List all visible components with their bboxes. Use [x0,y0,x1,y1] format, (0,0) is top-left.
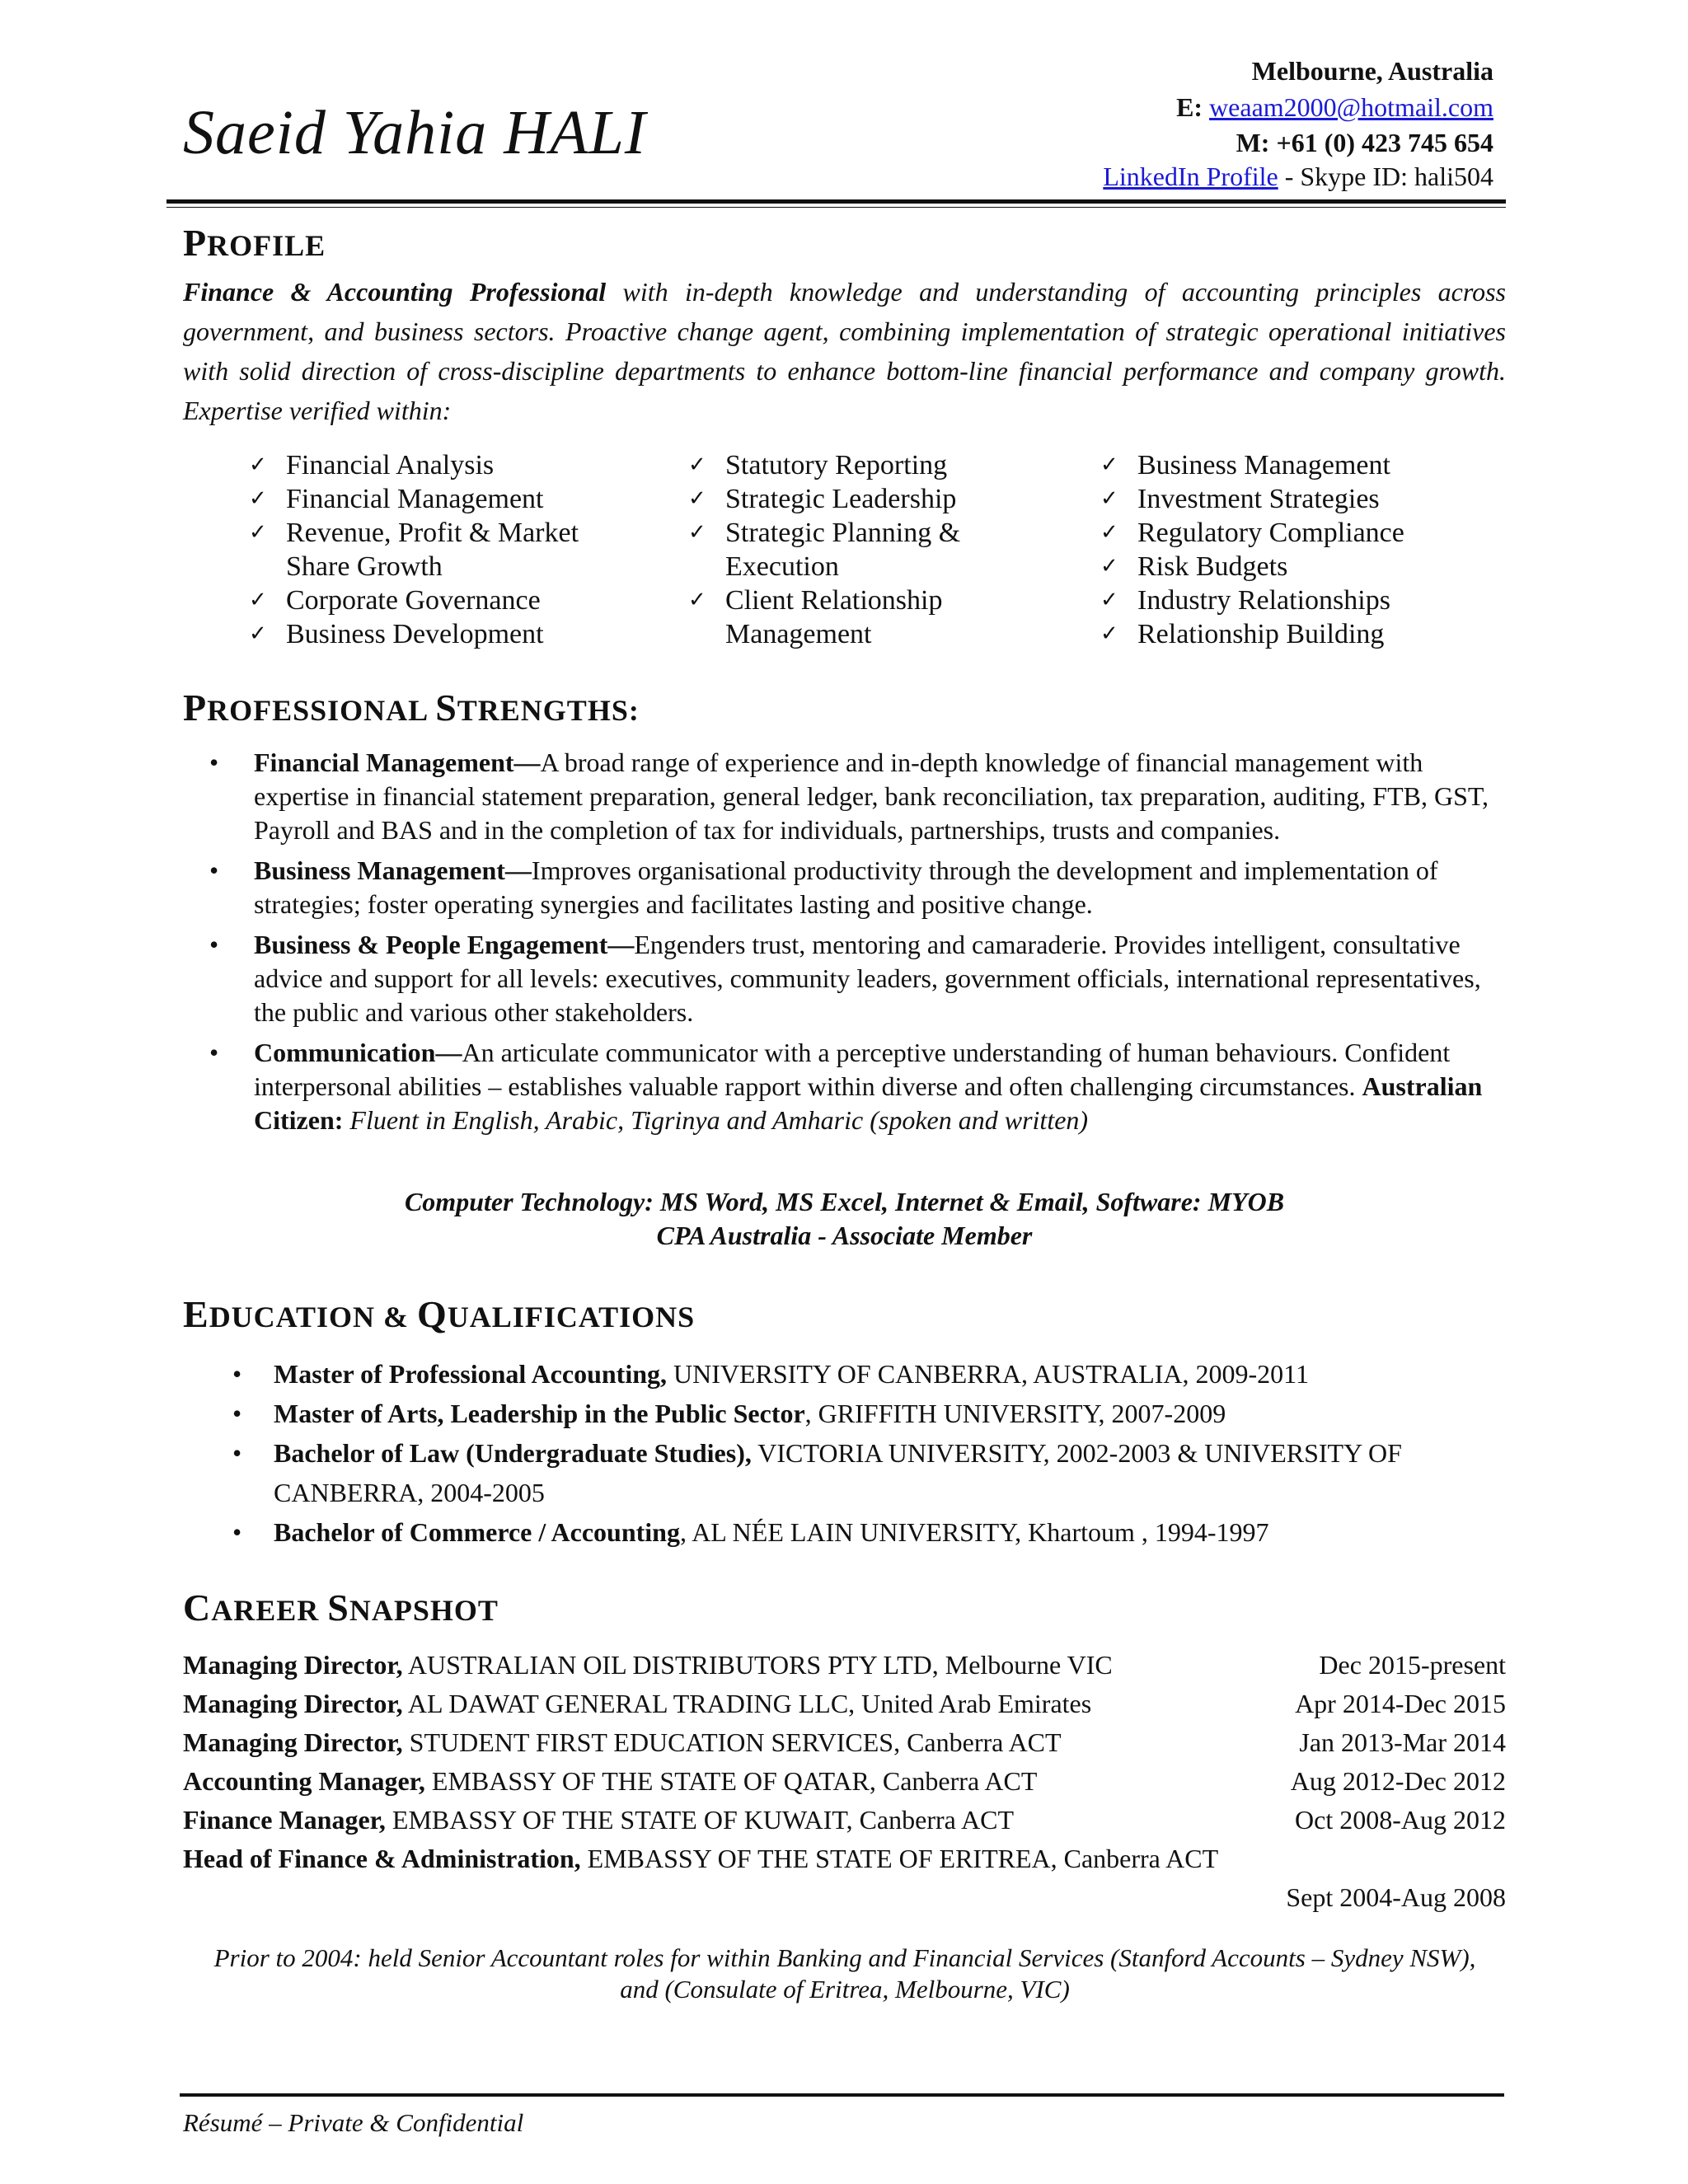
footer-divider [180,2093,1504,2097]
career-dates: Dec 2015-present [1319,1650,1506,1680]
expertise-item: ✓ Financial Management [249,482,620,516]
expertise-item: ✓ Statutory Reporting [688,448,1059,482]
expertise-item: ✓ Relationship Building [1100,617,1504,651]
career-row: Managing Director, AL DAWAT GENERAL TRADING LLC, United Arab Emirates Apr 2014-Dec 2015 [183,1685,1506,1723]
footer-text: Résumé – Private & Confidential [183,2108,524,2137]
career-row: Accounting Manager, EMBASSY OF THE STATE OF QATAR, Canberra ACT Aug 2012-Dec 2012 [183,1762,1506,1801]
expertise-item: ✓ Investment Strategies [1100,482,1504,516]
expertise-column-2 [688,448,1059,651]
education-item: • Master of Arts, Leadership in the Public Sector, GRIFFITH UNIVERSITY, 2007-2009 [232,1394,1506,1433]
career-heading: CAREER SNAPSHOT [183,1586,499,1629]
career-list [183,1646,1506,1917]
strength-item: • Financial Management—A broad range of experience and in-depth knowledge of financial management with expertise in financial statement preparation, general ledger, bank reconciliation, tax preparation, auditing, FTB, GST, Payroll and BAS and in the completion of tax for individuals, partnerships, trusts and companies. [206,746,1504,847]
career-dates: Oct 2008-Aug 2012 [1295,1805,1506,1835]
contact-links-line [1103,162,1493,192]
strengths-list [206,746,1504,1144]
linkedin-link[interactable]: LinkedIn Profile [1103,162,1278,191]
education-item: • Master of Professional Accounting, UNIVERSITY OF CANBERRA, AUSTRALIA, 2009-2011 [232,1354,1506,1394]
career-dates: Jan 2013-Mar 2014 [1299,1727,1506,1757]
profile-heading: PROFILE [183,222,326,264]
email-label: E: [1176,92,1203,122]
contact-email-line [1176,92,1493,123]
contact-mobile: M: +61 (0) 423 745 654 [1236,128,1493,157]
header-divider [166,199,1506,208]
strength-item: • Communication—An articulate communicator with a perceptive understanding of human behaviours. Confident interpersonal abilities – establishes valuable rapport within diverse and often challenging circumstances. Australian Citizen: Fluent in English, Arabic, Tigrinya and Amharic (spoken and written) [206,1036,1504,1137]
education-item: • Bachelor of Law (Undergraduate Studies), VICTORIA UNIVERSITY, 2002-2003 & UNIVERSITY OF CANBERRA, 2004-2005 [232,1433,1506,1512]
expertise-item: ✓ Regulatory Compliance [1100,516,1504,550]
career-row: Managing Director, AUSTRALIAN OIL DISTRIBUTORS PTY LTD, Melbourne VIC Dec 2015-present [183,1646,1506,1685]
contact-location: Melbourne, Australia [1251,56,1493,86]
career-dates: Aug 2012-Dec 2012 [1290,1766,1506,1796]
expertise-item: ✓ Financial Analysis [249,448,620,482]
career-dates: Apr 2014-Dec 2015 [1295,1689,1506,1718]
expertise-column-1 [249,448,620,651]
education-list [232,1354,1506,1552]
profile-summary [183,272,1506,430]
prior-roles-note: Prior to 2004: held Senior Accountant roles for within Banking and Financial Services (Stanford Accounts – Sydney NSW), and (Consulate of Eritrea, Melbourne, VIC) [213,1943,1476,2004]
career-row: Managing Director, STUDENT FIRST EDUCATION SERVICES, Canberra ACT Jan 2013-Mar 2014 [183,1723,1506,1762]
skype-id: - Skype ID: hali504 [1278,162,1493,191]
citizen-label: Australian Citizen: [254,1071,1483,1135]
strength-item: • Business Management—Improves organisational productivity through the development and implementation of strategies; foster operating synergies and facilitates lasting and positive change. [206,854,1504,921]
strengths-heading: PROFESSIONAL STRENGTHS: [183,687,640,729]
profile-lead: Finance & Accounting Professional [183,277,607,307]
expertise-item: ✓ Revenue, Profit & Market Share Growth [249,516,620,583]
expertise-item: ✓ Business Management [1100,448,1504,482]
computer-technology-line: Computer Technology: MS Word, MS Excel, Internet & Email, Software: MYOB [404,1187,1285,1216]
strength-item: • Business & People Engagement—Engenders trust, mentoring and camaraderie. Provides intelligent, consultative advice and support for all levels: executives, community leaders, government officials, international representatives, the public and various other stakeholders. [206,928,1504,1029]
expertise-item: ✓ Strategic Leadership [688,482,1059,516]
expertise-item: ✓ Industry Relationships [1100,583,1504,617]
email-link[interactable]: weaam2000@hotmail.com [1209,92,1493,122]
career-row: Finance Manager, EMBASSY OF THE STATE OF KUWAIT, Canberra ACT Oct 2008-Aug 2012 [183,1801,1506,1840]
education-item: • Bachelor of Commerce / Accounting, AL NÉE LAIN UNIVERSITY, Khartoum , 1994-1997 [232,1512,1506,1552]
expertise-item: ✓ Risk Budgets [1100,550,1504,583]
education-heading: EDUCATION & QUALIFICATIONS [183,1293,696,1335]
profile-body: with in-depth knowledge and understanding of accounting principles across government, and business sectors. Proactive change agent, combining implementation of strategic operational initiatives with solid direction of cross-discipline departments to enhance bottom-line financial performance and company growth. Expertise verified within: [183,277,1507,425]
expertise-column-3 [1100,448,1504,651]
expertise-item: ✓ Client Relationship Management [688,583,1059,651]
cpa-membership-line: CPA Australia - Associate Member [656,1221,1033,1250]
career-dates: Sept 2004-Aug 2008 [1286,1882,1506,1912]
career-row: Head of Finance & Administration, EMBASSY OF THE STATE OF ERITREA, Canberra ACT [183,1844,1219,1873]
expertise-item: ✓ Corporate Governance [249,583,620,617]
expertise-item: ✓ Strategic Planning & Execution [688,516,1059,583]
citizen-languages: Fluent in English, Arabic, Tigrinya and Amharic (spoken and written) [343,1105,1089,1135]
expertise-item: ✓ Business Development [249,617,620,651]
candidate-name: Saeid Yahia HALI [183,98,647,167]
